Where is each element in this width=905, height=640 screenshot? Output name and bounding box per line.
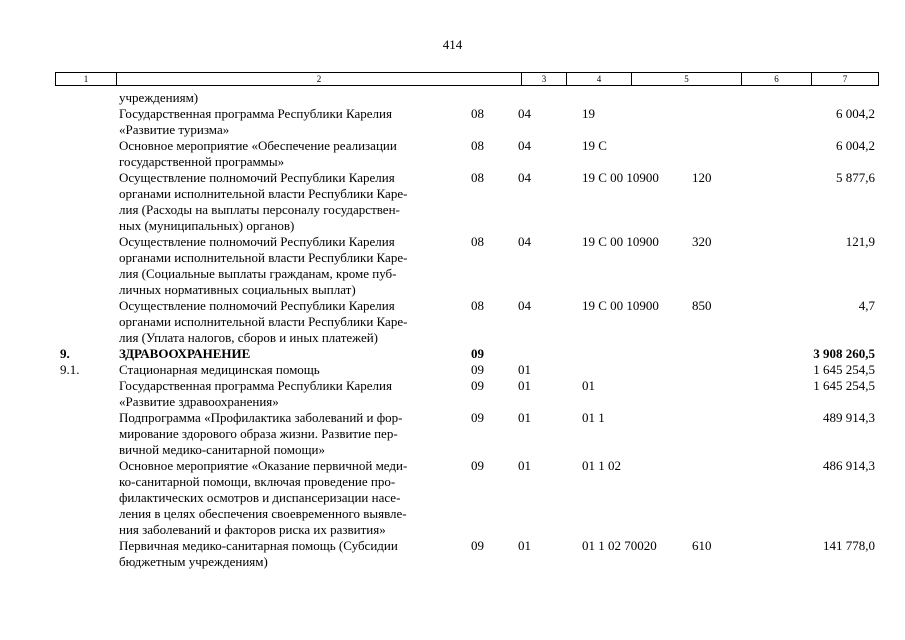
row-target-article: 19 С 00 10900 <box>582 170 659 185</box>
row-number: 9. <box>60 346 70 361</box>
row-subsection: 04 <box>518 170 531 185</box>
row-name-line: Осуществление полномочий Республики Карелия <box>119 298 395 313</box>
row-name-line: Государственная программа Республики Карелия <box>119 106 392 121</box>
row-name-line: филактических осмотров и диспансеризации насе- <box>119 490 401 505</box>
row-name-line: «Развитие здравоохранения» <box>119 394 279 409</box>
row-name-line: бюджетным учреждениям) <box>119 554 268 569</box>
table-row <box>0 90 905 106</box>
row-section: 08 <box>471 138 484 153</box>
row-name-line: вичной медико-санитарной помощи» <box>119 442 325 457</box>
row-name <box>119 538 459 570</box>
table-row <box>0 138 905 170</box>
table-row <box>0 234 905 298</box>
row-subsection: 04 <box>518 298 531 313</box>
row-target-article: 19 С 00 10900 <box>582 234 659 249</box>
table-row <box>0 346 905 362</box>
row-amount: 3 908 260,5 <box>813 346 875 361</box>
column-header-3: 3 <box>521 73 566 85</box>
row-target-article: 19 С 00 10900 <box>582 298 659 313</box>
row-section: 08 <box>471 298 484 313</box>
table-row <box>0 170 905 234</box>
row-name-line: Стационарная медицинская помощь <box>119 362 320 377</box>
row-section: 09 <box>471 362 484 377</box>
row-name-line: Основное мероприятие «Обеспечение реализации <box>119 138 397 153</box>
row-name-line: личных нормативных социальных выплат) <box>119 282 356 297</box>
row-amount: 6 004,2 <box>836 138 875 153</box>
row-name-line: Государственная программа Республики Карелия <box>119 378 392 393</box>
column-header-2: 2 <box>116 73 521 85</box>
row-amount: 141 778,0 <box>823 538 875 553</box>
table-row <box>0 378 905 410</box>
row-section: 09 <box>471 410 484 425</box>
column-header-7: 7 <box>811 73 878 85</box>
row-name-line: ления в целях обеспечения своевременного выявле- <box>119 506 407 521</box>
row-amount: 486 914,3 <box>823 458 875 473</box>
row-subsection: 01 <box>518 362 531 377</box>
row-amount: 1 645 254,5 <box>813 378 875 393</box>
row-name-line: государственной программы» <box>119 154 285 169</box>
table-row <box>0 298 905 346</box>
row-target-article: 01 1 <box>582 410 605 425</box>
row-subsection: 01 <box>518 378 531 393</box>
column-number-header <box>55 72 879 86</box>
row-name <box>119 378 459 410</box>
row-name <box>119 106 459 138</box>
table-row <box>0 458 905 538</box>
row-target-article: 01 1 02 70020 <box>582 538 657 553</box>
row-subsection: 04 <box>518 138 531 153</box>
row-amount: 4,7 <box>858 298 875 313</box>
row-expense-type: 320 <box>692 234 712 249</box>
row-subsection: 01 <box>518 538 531 553</box>
row-name-line: Подпрограмма «Профилактика заболеваний и фор- <box>119 410 403 425</box>
row-expense-type: 850 <box>692 298 712 313</box>
row-name <box>119 170 459 234</box>
row-subsection: 01 <box>518 410 531 425</box>
row-amount: 5 877,6 <box>836 170 875 185</box>
page-number: 414 <box>442 37 463 52</box>
row-name-line: Осуществление полномочий Республики Карелия <box>119 234 395 249</box>
row-subsection: 04 <box>518 106 531 121</box>
budget-table-body <box>0 90 905 570</box>
table-row <box>0 538 905 570</box>
row-name-line: «Развитие туризма» <box>119 122 230 137</box>
row-name <box>119 346 459 362</box>
column-header-4: 4 <box>566 73 631 85</box>
column-header-1: 1 <box>83 74 89 84</box>
row-name-line: лия (Социальные выплаты гражданам, кроме пуб- <box>119 266 397 281</box>
row-amount: 1 645 254,5 <box>813 362 875 377</box>
row-subsection: 01 <box>518 458 531 473</box>
row-target-article: 19 С <box>582 138 607 153</box>
row-section: 09 <box>471 378 484 393</box>
row-name-line: Основное мероприятие «Оказание первичной меди- <box>119 458 408 473</box>
row-name <box>119 138 459 170</box>
table-row <box>0 410 905 458</box>
row-amount: 121,9 <box>845 234 875 249</box>
row-name <box>119 458 459 538</box>
row-section: 09 <box>471 458 484 473</box>
row-name-line: лия (Уплата налогов, сборов и иных платежей) <box>119 330 379 345</box>
row-name-line: Осуществление полномочий Республики Карелия <box>119 170 395 185</box>
row-name-line: Первичная медико-санитарная помощь (Субсидии <box>119 538 398 553</box>
row-section: 09 <box>471 346 484 361</box>
table-row <box>0 106 905 138</box>
row-expense-type: 610 <box>692 538 712 553</box>
row-target-article: 01 1 02 <box>582 458 621 473</box>
row-name-line: ЗДРАВООХРАНЕНИЕ <box>119 346 251 361</box>
row-name-line: органами исполнительной власти Республики Каре- <box>119 250 408 265</box>
row-number: 9.1. <box>60 362 80 377</box>
row-name-line: органами исполнительной власти Республики Каре- <box>119 186 408 201</box>
column-header-6: 6 <box>741 73 811 85</box>
row-target-article: 19 <box>582 106 595 121</box>
row-section: 08 <box>471 170 484 185</box>
row-section: 08 <box>471 106 484 121</box>
row-amount: 489 914,3 <box>823 410 875 425</box>
row-subsection: 04 <box>518 234 531 249</box>
row-section: 09 <box>471 538 484 553</box>
row-name-line: ко-санитарной помощи, включая проведение про- <box>119 474 396 489</box>
row-name <box>119 298 459 346</box>
row-name <box>119 234 459 298</box>
row-name <box>119 90 459 106</box>
table-row <box>0 362 905 378</box>
row-name-line: ных (муниципальных) органов) <box>119 218 295 233</box>
row-name <box>119 362 459 378</box>
row-expense-type: 120 <box>692 170 712 185</box>
row-name-line: мирование здорового образа жизни. Развитие пер- <box>119 426 398 441</box>
row-name-line: органами исполнительной власти Республики Каре- <box>119 314 408 329</box>
row-target-article: 01 <box>582 378 595 393</box>
row-name-line: лия (Расходы на выплаты персоналу государствен- <box>119 202 400 217</box>
row-section: 08 <box>471 234 484 249</box>
row-name <box>119 410 459 458</box>
row-name-line: учреждениям) <box>119 90 199 105</box>
column-header-5: 5 <box>631 73 741 85</box>
row-name-line: ния заболеваний и факторов риска их развития» <box>119 522 386 537</box>
row-amount: 6 004,2 <box>836 106 875 121</box>
